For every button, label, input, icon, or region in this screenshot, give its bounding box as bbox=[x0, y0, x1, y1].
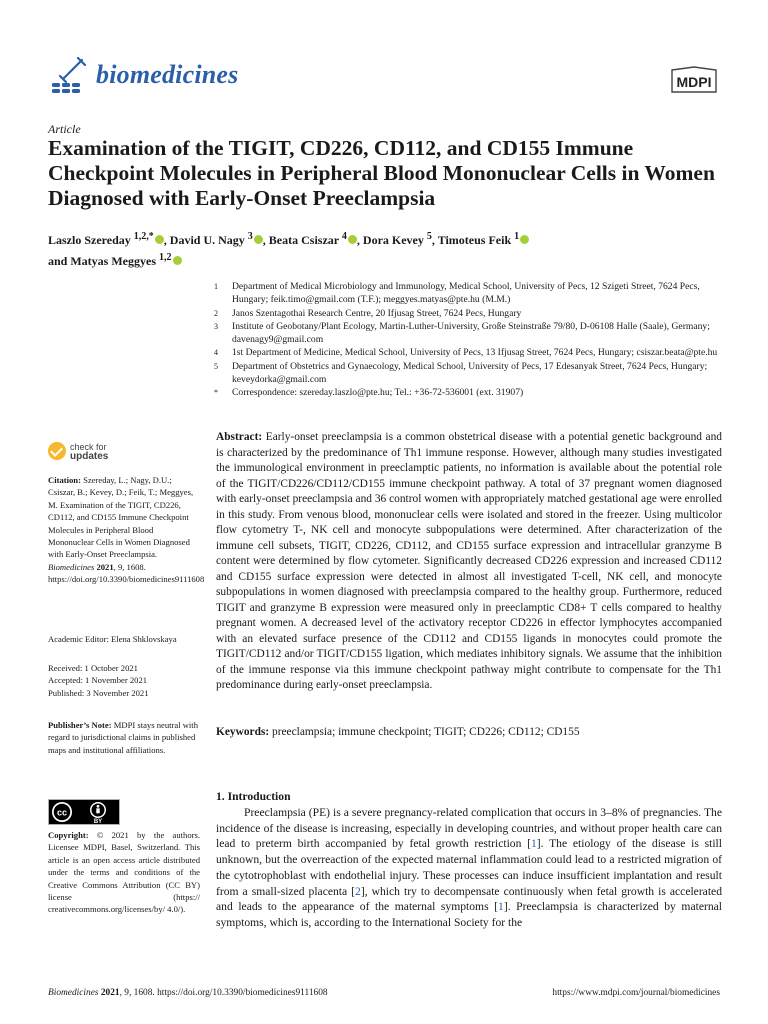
section-heading-introduction: 1. Introduction bbox=[216, 790, 291, 803]
affiliation-item: 4 1st Department of Medicine, Medical School, University of Pecs, 13 Ifjusag Street, 7624 Pecs, Hungary; csiszar.beata@pte.hu bbox=[214, 347, 718, 359]
author-list: Laszlo Szereday $^{1,2,*}$ , David U. Nagy $^3$ , Beata Csiszar $^4$ , Dora Kevey $^5$, Timoteus Feik $^1$ and Matyas Meggyes $^{1,2}$ bbox=[48, 228, 728, 270]
article-type: Article bbox=[48, 122, 81, 136]
orcid-icon[interactable] bbox=[173, 256, 182, 265]
author[interactable]: Beata Csiszar $^4$ bbox=[268, 231, 347, 247]
affiliations bbox=[214, 280, 724, 400]
cc-by-text: BY bbox=[93, 819, 103, 825]
check-for-updates-button[interactable] bbox=[48, 442, 158, 468]
copyright-notice: Copyright: © 2021 by the authors. Licensee MDPI, Basel, Switzerland. This article is an open access article distributed under the terms and conditions of the Creative Commons Attribution (CC BY) license (https:// creativecommons.org/licenses/by/ 4.0/). bbox=[48, 830, 200, 915]
reference-link[interactable]: 1 bbox=[498, 900, 504, 914]
mdpi-logo-text: MDPI bbox=[676, 74, 712, 90]
footer-journal-url[interactable]: https://www.mdpi.com/journal/biomedicines bbox=[552, 988, 720, 998]
published-date: Published: 3 November 2021 bbox=[48, 687, 149, 698]
orcid-icon[interactable] bbox=[254, 235, 263, 244]
author[interactable]: Timoteus Feik $^1$ bbox=[437, 231, 520, 247]
author[interactable]: Dora Kevey $^5$ bbox=[362, 231, 432, 247]
affiliation-item: 1 Department of Medical Microbiology and Immunology, Medical School, University of Pecs, 12 Szigeti Street, 7624 Pecs, Hungary; feik.timo@gmail.com (T.F.); meggyes.matyas@pte.hu (M.M.) bbox=[214, 281, 700, 306]
biomedicines-logo-icon bbox=[48, 56, 88, 98]
orcid-icon[interactable] bbox=[520, 235, 529, 244]
publisher-note: Publisher’s Note: MDPI stays neutral with regard to jurisdictional claims in published maps and institutional affiliations. bbox=[48, 720, 198, 755]
footer-citation: Biomedicines 2021, 9, 1608. https://doi.org/10.3390/biomedicines9111608 bbox=[48, 988, 328, 998]
check-updates-label: check for updates bbox=[70, 442, 109, 462]
correspondence: * Correspondence: szereday.laszlo@pte.hu; Tel.: +36-72-536001 (ext. 31907) bbox=[214, 387, 524, 399]
accepted-date: Accepted: 1 November 2021 bbox=[48, 675, 148, 686]
affiliation-item: 5 Department of Obstetrics and Gynaecology, Medical School, University of Pecs, 17 Edesanyak Street, 7624 Pecs, Hungary; keveydorka@gmail.com bbox=[214, 360, 708, 386]
introduction-paragraph: Preeclampsia (PE) is a severe pregnancy-related complication that occurs in 3–8% of pregnancies. The incidence of the disease is increasing, especially in developing countries, and without proper health care can lead to preterm birth accompanied by fetal growth restriction [1]. The etiology of the disease is still unknown, but the overreaction of the expected maternal inflammation could lead to a restricted migration of the cytotrophoblast with endothelial injury. These processes can induce insufficient implantation and result from a small-sized placenta [2], which try to decompensate continuously when fetal growth is accelerated and leads to the appearance of the maternal symptoms [1]. Preeclampsia is characterized by maternal symptoms, which is, according to the International Society for the bbox=[216, 806, 722, 929]
academic-editor: Academic Editor: Elena Shklovskaya bbox=[48, 634, 177, 644]
mdpi-logo[interactable] bbox=[668, 66, 720, 94]
author[interactable]: Laszlo Szereday $^{1,2,*}$ bbox=[48, 231, 154, 247]
author[interactable]: Matyas Meggyes $^{1,2}$ bbox=[70, 252, 172, 268]
footer-doi-link[interactable]: , 9, 1608. https://doi.org/10.3390/biomedicines9111608 bbox=[119, 988, 328, 998]
affiliation-item: 3 Institute of Geobotany/Plant Ecology, Martin-Luther-University, Große Steinstraße 79/80, D-06108 Halle (Saale), Germany; davenagy9@gmail.com bbox=[214, 320, 710, 346]
author[interactable]: David U. Nagy $^3$ bbox=[169, 231, 253, 247]
reference-link[interactable]: 2 bbox=[355, 884, 361, 898]
reference-link[interactable]: 1 bbox=[531, 837, 537, 851]
svg-text:cc: cc bbox=[56, 807, 68, 818]
abstract: Abstract: Early-onset preeclampsia is a common obstetrical disease with a potential genetic background and is characterized by the predominance of Th1 immune response. However, although many studies investigated the immunological environment in preeclamptic patients, no information is available about the potential role of the TIGIT/CD226/CD112/CD155 immune checkpoint pathway. A total of 37 pregnant women diagnosed with early-onset preeclampsia and 36 control women with appropriately matched gestational age were enrolled in this study. From venous blood, mononuclear cells were isolated and stored in the freezer. Using multicolor flow cytometry T-, NK cell and monocyte subpopulations were determined. After characterization of the immune cell subsets, TIGIT, CD226, CD112, and CD155 surface expression and intracellular granzyme B content were determined by flow cytometer. Significantly decreased CD226 expression and increased CD112 and CD155 surface expression were detected in almost all investigated T-cell, NK cell, and monocyte subpopulations in women diagnosed with preeclampsia compared to the healthy group. Furthermore, reduced TIGIT and granzyme B expression were measured only in preeclamptic CD8+ T cells compared to healthy pregnant women. A decreased level of the activatory receptor CD226 in effector lymphocytes accompanied with an elevated surface presence of the CD112 and CD155 ligands in monocytes could promote the TIGIT/CD112 and/or TIGIT/CD155 ligation, which mediates inhibitory signals. We assume that the inhibition of the immune response via this immune checkpoint pathway might contribute to compensate for the Th1 predominance during early-onset preeclampsia. bbox=[216, 431, 722, 691]
received-date: Received: 1 October 2021 bbox=[48, 663, 138, 673]
keywords: Keywords: preeclampsia; immune checkpoint; TIGIT; CD226; CD112; CD155 bbox=[216, 726, 580, 738]
orcid-icon[interactable] bbox=[348, 235, 357, 244]
journal-name: biomedicines bbox=[96, 60, 239, 89]
publication-dates bbox=[48, 662, 200, 699]
citation-doi-link[interactable]: , 9, 1608. https://doi.org/10.3390/biomedicines9111608 bbox=[48, 561, 205, 585]
citation: Citation: Szereday, L.; Nagy, D.U.; Csiszar, B.; Kevey, D.; Feik, T.; Meggyes, M. Examination of the TIGIT, CD226, CD112, and CD155 Immune Checkpoint Molecules in Peripheral Blood Mononuclear Cells in Women Diagnosed with Early-Onset Preeclampsia. Biomedicines 2021, 9, 1608. https://doi.org/10.3390/biomedicines9111608 bbox=[48, 475, 205, 585]
cc-by-license-icon[interactable] bbox=[48, 799, 120, 825]
check-icon bbox=[48, 442, 66, 460]
orcid-icon[interactable] bbox=[155, 235, 164, 244]
affiliation-item: 2 Janos Szentagothai Research Centre, 20 Ifjusag Street, 7624 Pecs, Hungary bbox=[214, 307, 522, 319]
article-title: Examination of the TIGIT, CD226, CD112, and CD155 Immune Checkpoint Molecules in Peripheral Blood Mononuclear Cells in Women Diagnosed with Early-Onset Preeclampsia bbox=[48, 136, 715, 210]
